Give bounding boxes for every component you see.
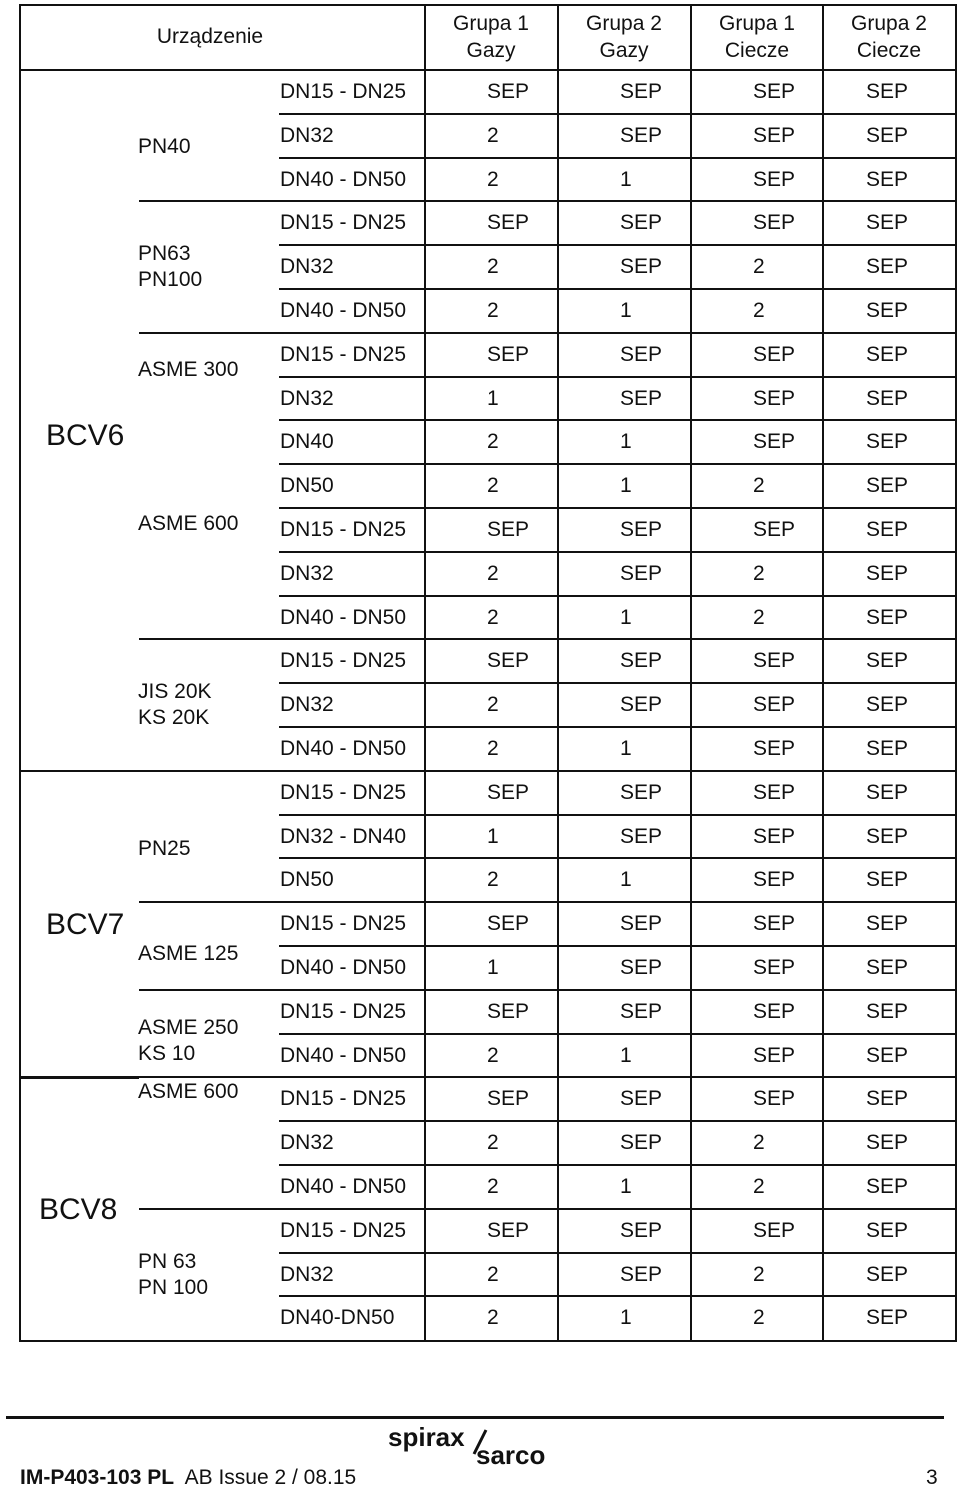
- value-cell: 2: [487, 1131, 499, 1155]
- size-cell: DN50: [280, 474, 334, 498]
- value-cell: SEP: [866, 517, 909, 541]
- value-cell: SEP: [866, 693, 909, 717]
- row-divider: [279, 682, 957, 684]
- size-cell: DN40 - DN50: [280, 298, 407, 322]
- size-cell: DN32 - DN40: [280, 824, 407, 848]
- value-cell: SEP: [866, 912, 909, 936]
- value-cell: 2: [487, 605, 499, 629]
- value-cell: 2: [487, 1306, 499, 1330]
- value-cell: SEP: [866, 561, 909, 585]
- row-divider: [139, 200, 957, 202]
- size-cell: DN40 - DN50: [280, 605, 407, 629]
- value-cell: SEP: [620, 517, 663, 541]
- value-cell: SEP: [866, 1043, 909, 1067]
- value-cell: SEP: [866, 1174, 909, 1198]
- device-bcv8: BCV8: [39, 1193, 118, 1226]
- issue-info: AB Issue 2 / 08.15: [184, 1466, 357, 1489]
- size-cell: DN15 - DN25: [280, 211, 407, 235]
- size-cell: DN15 - DN25: [280, 649, 407, 673]
- doc-code: IM-P403-103 PL: [20, 1466, 175, 1489]
- value-cell: 1: [620, 1306, 632, 1330]
- value-cell: SEP: [620, 1218, 663, 1242]
- value-cell: SEP: [753, 693, 796, 717]
- value-cell: 1: [620, 298, 632, 322]
- value-cell: SEP: [866, 474, 909, 498]
- subgroup-asme-600: ASME 600: [138, 1080, 239, 1103]
- subgroup-asme-125: ASME 125: [138, 942, 239, 965]
- value-cell: SEP: [753, 649, 796, 673]
- header-line: Grupa 2: [851, 12, 927, 35]
- size-cell: DN32: [280, 693, 334, 717]
- value-cell: SEP: [866, 298, 909, 322]
- value-cell: SEP: [866, 1262, 909, 1286]
- value-cell: SEP: [620, 912, 663, 936]
- value-cell: SEP: [753, 1218, 796, 1242]
- value-cell: 2: [487, 1262, 499, 1286]
- value-cell: SEP: [866, 123, 909, 147]
- row-divider: [279, 814, 957, 816]
- value-cell: SEP: [866, 780, 909, 804]
- row-divider: [279, 1120, 957, 1122]
- value-cell: SEP: [866, 999, 909, 1023]
- row-divider: [279, 419, 957, 421]
- value-cell: SEP: [753, 211, 796, 235]
- row-divider: [279, 463, 957, 465]
- column-divider: [424, 4, 426, 1342]
- value-cell: SEP: [487, 649, 530, 673]
- size-cell: DN32: [280, 255, 334, 279]
- value-cell: 1: [620, 474, 632, 498]
- value-cell: SEP: [620, 1131, 663, 1155]
- header-line: Grupa 1: [719, 12, 795, 35]
- value-cell: SEP: [753, 342, 796, 366]
- value-cell: SEP: [753, 430, 796, 454]
- value-cell: 2: [487, 255, 499, 279]
- value-cell: SEP: [866, 1306, 909, 1330]
- device-bcv6: BCV6: [46, 419, 125, 452]
- value-cell: SEP: [620, 211, 663, 235]
- row-divider: [279, 244, 957, 246]
- value-cell: SEP: [866, 955, 909, 979]
- value-cell: 2: [487, 561, 499, 585]
- size-cell: DN40 - DN50: [280, 955, 407, 979]
- row-divider: [279, 1295, 957, 1297]
- value-cell: 2: [487, 1174, 499, 1198]
- logo-text-bottom: sarco: [476, 1440, 546, 1468]
- value-cell: SEP: [866, 605, 909, 629]
- size-cell: DN32: [280, 386, 334, 410]
- header-line: Grupa 2: [586, 12, 662, 35]
- row-divider: [279, 595, 957, 597]
- value-cell: SEP: [753, 123, 796, 147]
- size-cell: DN50: [280, 868, 334, 892]
- value-cell: 2: [487, 430, 499, 454]
- value-cell: 2: [487, 868, 499, 892]
- size-cell: DN15 - DN25: [280, 999, 407, 1023]
- row-divider: [279, 288, 957, 290]
- row-divider: [139, 332, 957, 334]
- value-cell: 2: [753, 1262, 765, 1286]
- value-cell: 1: [620, 1174, 632, 1198]
- footer-rule: [6, 1416, 944, 1419]
- size-cell: DN32: [280, 1131, 334, 1155]
- subgroup-asme-600: ASME 600: [138, 512, 239, 535]
- size-cell: DN40 - DN50: [280, 1043, 407, 1067]
- value-cell: SEP: [620, 79, 663, 103]
- size-cell: DN15 - DN25: [280, 912, 407, 936]
- value-cell: 2: [753, 255, 765, 279]
- row-divider: [139, 638, 957, 640]
- value-cell: 1: [620, 430, 632, 454]
- value-cell: 2: [753, 298, 765, 322]
- value-cell: SEP: [620, 342, 663, 366]
- value-cell: SEP: [753, 736, 796, 760]
- row-divider: [279, 157, 957, 159]
- value-cell: SEP: [753, 999, 796, 1023]
- size-cell: DN40: [280, 430, 334, 454]
- value-cell: SEP: [620, 386, 663, 410]
- size-cell: DN40 - DN50: [280, 167, 407, 191]
- value-cell: SEP: [753, 167, 796, 191]
- value-cell: 1: [487, 824, 499, 848]
- value-cell: 2: [753, 1131, 765, 1155]
- size-cell: DN32: [280, 1262, 334, 1286]
- value-cell: SEP: [866, 1218, 909, 1242]
- size-cell: DN15 - DN25: [280, 342, 407, 366]
- row-divider: [19, 1076, 957, 1078]
- value-cell: SEP: [487, 211, 530, 235]
- row-divider: [279, 113, 957, 115]
- value-cell: 1: [487, 955, 499, 979]
- value-cell: SEP: [753, 912, 796, 936]
- value-cell: SEP: [753, 517, 796, 541]
- size-cell: DN40 - DN50: [280, 1174, 407, 1198]
- value-cell: SEP: [866, 342, 909, 366]
- size-cell: DN15 - DN25: [280, 79, 407, 103]
- logo-text-top: spirax: [388, 1424, 465, 1452]
- subgroup-asme-300: ASME 300: [138, 358, 239, 381]
- size-cell: DN15 - DN25: [280, 780, 407, 804]
- value-cell: SEP: [753, 79, 796, 103]
- subgroup-asme-250-ks-10: ASME 250 KS 10: [138, 1016, 239, 1065]
- value-cell: 1: [620, 167, 632, 191]
- device-bcv7: BCV7: [46, 908, 125, 941]
- row-divider: [279, 857, 957, 859]
- size-cell: DN15 - DN25: [280, 1218, 407, 1242]
- value-cell: SEP: [753, 824, 796, 848]
- spirax-sarco-logo: [388, 1424, 568, 1468]
- value-cell: SEP: [620, 955, 663, 979]
- value-cell: SEP: [753, 780, 796, 804]
- subgroup-pn40: PN40: [138, 135, 191, 158]
- row-divider: [279, 726, 957, 728]
- row-divider: [279, 945, 957, 947]
- value-cell: SEP: [487, 342, 530, 366]
- subgroup-pn25: PN25: [138, 837, 191, 860]
- value-cell: 2: [487, 693, 499, 717]
- column-divider: [822, 4, 824, 1342]
- value-cell: 2: [753, 1174, 765, 1198]
- value-cell: 1: [620, 605, 632, 629]
- value-cell: SEP: [866, 868, 909, 892]
- value-cell: SEP: [753, 1087, 796, 1111]
- size-cell: DN15 - DN25: [280, 1087, 407, 1111]
- document-reference: [20, 1465, 356, 1491]
- value-cell: SEP: [866, 824, 909, 848]
- value-cell: SEP: [866, 1131, 909, 1155]
- value-cell: SEP: [753, 868, 796, 892]
- row-divider: [139, 1208, 957, 1210]
- value-cell: SEP: [487, 79, 530, 103]
- value-cell: SEP: [620, 780, 663, 804]
- header-line: Ciecze: [856, 39, 922, 62]
- value-cell: 2: [487, 167, 499, 191]
- value-cell: SEP: [753, 1043, 796, 1067]
- device-column-header: Urządzenie: [156, 25, 264, 48]
- value-cell: SEP: [487, 780, 530, 804]
- value-cell: 1: [620, 868, 632, 892]
- value-cell: SEP: [487, 517, 530, 541]
- size-cell: DN15 - DN25: [280, 517, 407, 541]
- column-divider: [690, 4, 692, 1342]
- value-cell: 2: [753, 1306, 765, 1330]
- header-line: Gazy: [466, 39, 516, 62]
- row-divider: [279, 1164, 957, 1166]
- value-cell: 2: [753, 474, 765, 498]
- value-cell: SEP: [487, 1218, 530, 1242]
- value-cell: SEP: [487, 1087, 530, 1111]
- header-line: Gazy: [599, 39, 649, 62]
- row-divider: [279, 1033, 957, 1035]
- value-cell: 2: [753, 561, 765, 585]
- page-number: 3: [926, 1466, 938, 1489]
- size-cell: DN40-DN50: [280, 1306, 395, 1330]
- value-cell: SEP: [866, 386, 909, 410]
- value-cell: 1: [620, 736, 632, 760]
- value-cell: 1: [620, 1043, 632, 1067]
- row-divider: [279, 1252, 957, 1254]
- value-cell: SEP: [620, 561, 663, 585]
- value-cell: SEP: [620, 1262, 663, 1286]
- size-cell: DN32: [280, 561, 334, 585]
- value-cell: SEP: [620, 999, 663, 1023]
- value-cell: SEP: [620, 1087, 663, 1111]
- header-line: Ciecze: [724, 39, 790, 62]
- value-cell: 2: [753, 605, 765, 629]
- row-divider: [139, 901, 957, 903]
- size-cell: DN32: [280, 123, 334, 147]
- header-divider: [19, 69, 957, 71]
- row-divider: [279, 551, 957, 553]
- value-cell: SEP: [866, 1087, 909, 1111]
- size-cell: DN40 - DN50: [280, 736, 407, 760]
- column-divider: [557, 4, 559, 1342]
- value-cell: SEP: [866, 649, 909, 673]
- value-cell: SEP: [620, 824, 663, 848]
- row-divider: [139, 989, 957, 991]
- value-cell: 2: [487, 298, 499, 322]
- value-cell: SEP: [620, 255, 663, 279]
- value-cell: SEP: [620, 693, 663, 717]
- row-divider: [19, 770, 957, 772]
- value-cell: 2: [487, 1043, 499, 1067]
- row-divider: [279, 376, 957, 378]
- value-cell: SEP: [753, 955, 796, 979]
- value-cell: SEP: [866, 211, 909, 235]
- row-divider: [279, 507, 957, 509]
- subgroup-pn63-pn100: PN 63 PN 100: [138, 1250, 209, 1299]
- value-cell: SEP: [620, 123, 663, 147]
- value-cell: SEP: [866, 167, 909, 191]
- value-cell: SEP: [487, 999, 530, 1023]
- value-cell: 2: [487, 474, 499, 498]
- value-cell: SEP: [866, 736, 909, 760]
- header-line: Grupa 1: [453, 12, 529, 35]
- value-cell: 2: [487, 123, 499, 147]
- value-cell: SEP: [753, 386, 796, 410]
- value-cell: SEP: [866, 430, 909, 454]
- value-cell: 2: [487, 736, 499, 760]
- value-cell: 1: [487, 386, 499, 410]
- value-cell: SEP: [487, 912, 530, 936]
- value-cell: SEP: [866, 255, 909, 279]
- value-cell: SEP: [620, 649, 663, 673]
- subgroup-pn63-pn100: PN63 PN100: [138, 242, 203, 291]
- value-cell: SEP: [866, 79, 909, 103]
- subgroup-jis-ks-20k: JIS 20K KS 20K: [138, 680, 212, 729]
